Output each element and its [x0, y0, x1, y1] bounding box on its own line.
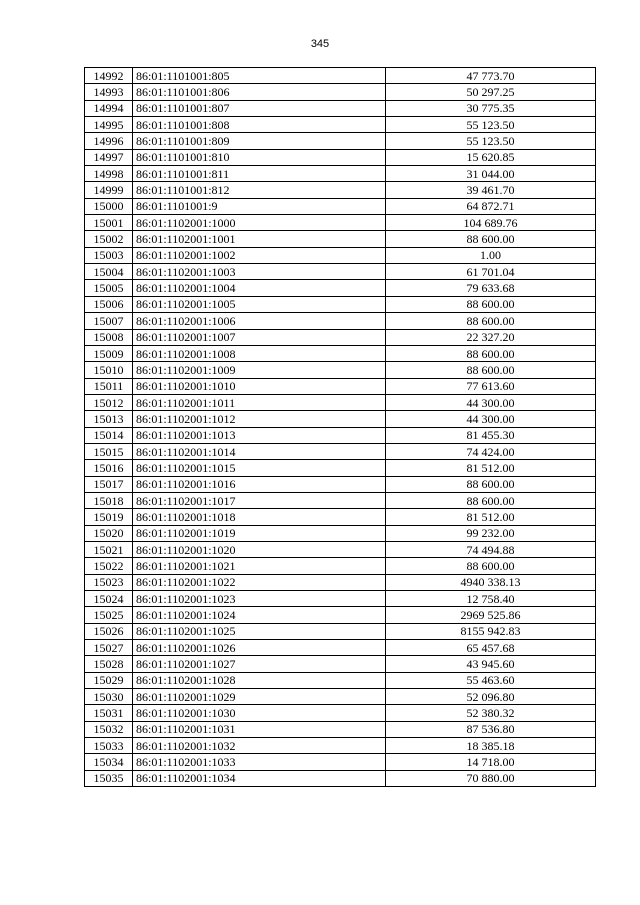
cadastral-number-cell: 86:01:1102001:1029 — [133, 689, 386, 705]
cadastral-number-cell: 86:01:1102001:1010 — [133, 378, 386, 394]
cadastral-value-table — [84, 67, 596, 787]
cadastral-number-cell: 86:01:1102001:1011 — [133, 394, 386, 410]
cadastral-number-cell: 86:01:1102001:1019 — [133, 525, 386, 541]
row-number-cell: 15008 — [85, 329, 133, 345]
cadastral-number-cell: 86:01:1102001:1008 — [133, 345, 386, 361]
cadastral-number-cell: 86:01:1102001:1026 — [133, 640, 386, 656]
cadastral-value-cell: 65 457.68 — [386, 640, 596, 656]
cadastral-value-cell: 44 300.00 — [386, 411, 596, 427]
cadastral-number-cell: 86:01:1102001:1034 — [133, 770, 386, 786]
cadastral-value-cell: 14 718.00 — [386, 754, 596, 770]
cadastral-value-cell: 12 758.40 — [386, 591, 596, 607]
row-number-cell: 15006 — [85, 296, 133, 312]
table-row — [85, 182, 596, 198]
cadastral-value-cell: 43 945.60 — [386, 656, 596, 672]
table-row — [85, 640, 596, 656]
row-number-cell: 15003 — [85, 247, 133, 263]
cadastral-value-cell: 79 633.68 — [386, 280, 596, 296]
row-number-cell: 14999 — [85, 182, 133, 198]
table-row — [85, 264, 596, 280]
row-number-cell: 15029 — [85, 672, 133, 688]
cadastral-value-cell: 74 494.88 — [386, 541, 596, 557]
row-number-cell: 15018 — [85, 492, 133, 508]
row-number-cell: 15013 — [85, 411, 133, 427]
cadastral-number-cell: 86:01:1102001:1032 — [133, 738, 386, 754]
cadastral-value-cell: 87 536.80 — [386, 721, 596, 737]
row-number-cell: 14992 — [85, 68, 133, 84]
cadastral-number-cell: 86:01:1101001:807 — [133, 100, 386, 116]
table-row — [85, 231, 596, 247]
cadastral-number-cell: 86:01:1102001:1002 — [133, 247, 386, 263]
table-row — [85, 362, 596, 378]
table-row — [85, 476, 596, 492]
table-body — [85, 68, 596, 787]
table-row — [85, 509, 596, 525]
row-number-cell: 15022 — [85, 558, 133, 574]
row-number-cell: 15016 — [85, 460, 133, 476]
table-row — [85, 100, 596, 116]
cadastral-number-cell: 86:01:1102001:1031 — [133, 721, 386, 737]
cadastral-value-cell: 55 123.50 — [386, 117, 596, 133]
row-number-cell: 15011 — [85, 378, 133, 394]
table-row — [85, 721, 596, 737]
cadastral-value-cell: 50 297.25 — [386, 84, 596, 100]
cadastral-value-cell: 1.00 — [386, 247, 596, 263]
row-number-cell: 15007 — [85, 313, 133, 329]
table-row — [85, 394, 596, 410]
table-row — [85, 656, 596, 672]
cadastral-number-cell: 86:01:1101001:809 — [133, 133, 386, 149]
table-row — [85, 607, 596, 623]
row-number-cell: 15019 — [85, 509, 133, 525]
cadastral-number-cell: 86:01:1102001:1022 — [133, 574, 386, 590]
cadastral-value-cell: 22 327.20 — [386, 329, 596, 345]
row-number-cell: 15028 — [85, 656, 133, 672]
table-row — [85, 754, 596, 770]
table-row — [85, 84, 596, 100]
cadastral-value-cell: 2969 525.86 — [386, 607, 596, 623]
row-number-cell: 15023 — [85, 574, 133, 590]
cadastral-value-cell: 64 872.71 — [386, 198, 596, 214]
cadastral-number-cell: 86:01:1102001:1016 — [133, 476, 386, 492]
row-number-cell: 15030 — [85, 689, 133, 705]
row-number-cell: 15000 — [85, 198, 133, 214]
row-number-cell: 15027 — [85, 640, 133, 656]
row-number-cell: 15031 — [85, 705, 133, 721]
row-number-cell: 15012 — [85, 394, 133, 410]
table-row — [85, 133, 596, 149]
cadastral-value-cell: 99 232.00 — [386, 525, 596, 541]
table-row — [85, 345, 596, 361]
table-row — [85, 558, 596, 574]
cadastral-value-cell: 8155 942.83 — [386, 623, 596, 639]
cadastral-value-cell: 55 463.60 — [386, 672, 596, 688]
row-number-cell: 15025 — [85, 607, 133, 623]
table-row — [85, 313, 596, 329]
table-row — [85, 68, 596, 84]
cadastral-number-cell: 86:01:1102001:1012 — [133, 411, 386, 427]
cadastral-number-cell: 86:01:1102001:1020 — [133, 541, 386, 557]
cadastral-value-cell: 15 620.85 — [386, 149, 596, 165]
cadastral-value-cell: 39 461.70 — [386, 182, 596, 198]
cadastral-value-cell: 81 512.00 — [386, 460, 596, 476]
row-number-cell: 15034 — [85, 754, 133, 770]
cadastral-value-cell: 88 600.00 — [386, 362, 596, 378]
table-row — [85, 770, 596, 786]
cadastral-value-cell: 88 600.00 — [386, 231, 596, 247]
cadastral-value-cell: 47 773.70 — [386, 68, 596, 84]
table-row — [85, 378, 596, 394]
row-number-cell: 15020 — [85, 525, 133, 541]
cadastral-number-cell: 86:01:1102001:1015 — [133, 460, 386, 476]
cadastral-value-cell: 104 689.76 — [386, 215, 596, 231]
cadastral-number-cell: 86:01:1102001:1030 — [133, 705, 386, 721]
table-row — [85, 705, 596, 721]
row-number-cell: 15024 — [85, 591, 133, 607]
cadastral-number-cell: 86:01:1102001:1003 — [133, 264, 386, 280]
table-row — [85, 460, 596, 476]
cadastral-value-cell: 88 600.00 — [386, 296, 596, 312]
row-number-cell: 14995 — [85, 117, 133, 133]
cadastral-number-cell: 86:01:1102001:1000 — [133, 215, 386, 231]
cadastral-number-cell: 86:01:1102001:1023 — [133, 591, 386, 607]
row-number-cell: 14998 — [85, 166, 133, 182]
cadastral-value-cell: 88 600.00 — [386, 492, 596, 508]
table-row — [85, 738, 596, 754]
cadastral-number-cell: 86:01:1101001:811 — [133, 166, 386, 182]
table-row — [85, 247, 596, 263]
cadastral-number-cell: 86:01:1102001:1027 — [133, 656, 386, 672]
cadastral-number-cell: 86:01:1102001:1025 — [133, 623, 386, 639]
row-number-cell: 14997 — [85, 149, 133, 165]
cadastral-number-cell: 86:01:1101001:806 — [133, 84, 386, 100]
cadastral-number-cell: 86:01:1101001:810 — [133, 149, 386, 165]
cadastral-number-cell: 86:01:1102001:1013 — [133, 427, 386, 443]
cadastral-value-cell: 81 512.00 — [386, 509, 596, 525]
table-row — [85, 443, 596, 459]
table-row — [85, 574, 596, 590]
table-row — [85, 672, 596, 688]
cadastral-number-cell: 86:01:1102001:1006 — [133, 313, 386, 329]
table-row — [85, 215, 596, 231]
row-number-cell: 14993 — [85, 84, 133, 100]
row-number-cell: 15026 — [85, 623, 133, 639]
table-row — [85, 689, 596, 705]
row-number-cell: 15014 — [85, 427, 133, 443]
cadastral-number-cell: 86:01:1101001:808 — [133, 117, 386, 133]
table-row — [85, 525, 596, 541]
cadastral-number-cell: 86:01:1102001:1018 — [133, 509, 386, 525]
cadastral-number-cell: 86:01:1102001:1014 — [133, 443, 386, 459]
table-row — [85, 591, 596, 607]
row-number-cell: 15021 — [85, 541, 133, 557]
table-row — [85, 541, 596, 557]
cadastral-value-cell: 88 600.00 — [386, 313, 596, 329]
table-row — [85, 198, 596, 214]
table-row — [85, 166, 596, 182]
table-row — [85, 492, 596, 508]
cadastral-value-cell: 52 096.80 — [386, 689, 596, 705]
cadastral-number-cell: 86:01:1102001:1033 — [133, 754, 386, 770]
row-number-cell: 15035 — [85, 770, 133, 786]
cadastral-value-cell: 44 300.00 — [386, 394, 596, 410]
row-number-cell: 14994 — [85, 100, 133, 116]
cadastral-value-cell: 55 123.50 — [386, 133, 596, 149]
cadastral-number-cell: 86:01:1101001:9 — [133, 198, 386, 214]
table-row — [85, 280, 596, 296]
cadastral-value-cell: 70 880.00 — [386, 770, 596, 786]
cadastral-value-cell: 77 613.60 — [386, 378, 596, 394]
cadastral-value-cell: 18 385.18 — [386, 738, 596, 754]
cadastral-number-cell: 86:01:1102001:1007 — [133, 329, 386, 345]
cadastral-number-cell: 86:01:1102001:1017 — [133, 492, 386, 508]
cadastral-number-cell: 86:01:1102001:1021 — [133, 558, 386, 574]
row-number-cell: 14996 — [85, 133, 133, 149]
row-number-cell: 15009 — [85, 345, 133, 361]
row-number-cell: 15010 — [85, 362, 133, 378]
row-number-cell: 15002 — [85, 231, 133, 247]
table-row — [85, 117, 596, 133]
table-row — [85, 329, 596, 345]
row-number-cell: 15017 — [85, 476, 133, 492]
table-row — [85, 411, 596, 427]
row-number-cell: 15015 — [85, 443, 133, 459]
cadastral-number-cell: 86:01:1102001:1001 — [133, 231, 386, 247]
table-row — [85, 427, 596, 443]
cadastral-value-cell: 61 701.04 — [386, 264, 596, 280]
cadastral-number-cell: 86:01:1101001:812 — [133, 182, 386, 198]
row-number-cell: 15005 — [85, 280, 133, 296]
cadastral-number-cell: 86:01:1101001:805 — [133, 68, 386, 84]
cadastral-value-cell: 88 600.00 — [386, 476, 596, 492]
cadastral-number-cell: 86:01:1102001:1024 — [133, 607, 386, 623]
row-number-cell: 15001 — [85, 215, 133, 231]
row-number-cell: 15032 — [85, 721, 133, 737]
table-row — [85, 149, 596, 165]
cadastral-value-cell: 4940 338.13 — [386, 574, 596, 590]
cadastral-value-cell: 74 424.00 — [386, 443, 596, 459]
cadastral-value-cell: 88 600.00 — [386, 558, 596, 574]
page-number: 345 — [310, 38, 330, 50]
row-number-cell: 15004 — [85, 264, 133, 280]
cadastral-value-cell: 30 775.35 — [386, 100, 596, 116]
cadastral-value-cell: 81 455.30 — [386, 427, 596, 443]
row-number-cell: 15033 — [85, 738, 133, 754]
cadastral-number-cell: 86:01:1102001:1005 — [133, 296, 386, 312]
cadastral-number-cell: 86:01:1102001:1004 — [133, 280, 386, 296]
cadastral-number-cell: 86:01:1102001:1009 — [133, 362, 386, 378]
cadastral-value-cell: 31 044.00 — [386, 166, 596, 182]
cadastral-value-cell: 52 380.32 — [386, 705, 596, 721]
table-row — [85, 623, 596, 639]
table-row — [85, 296, 596, 312]
cadastral-number-cell: 86:01:1102001:1028 — [133, 672, 386, 688]
cadastral-value-cell: 88 600.00 — [386, 345, 596, 361]
